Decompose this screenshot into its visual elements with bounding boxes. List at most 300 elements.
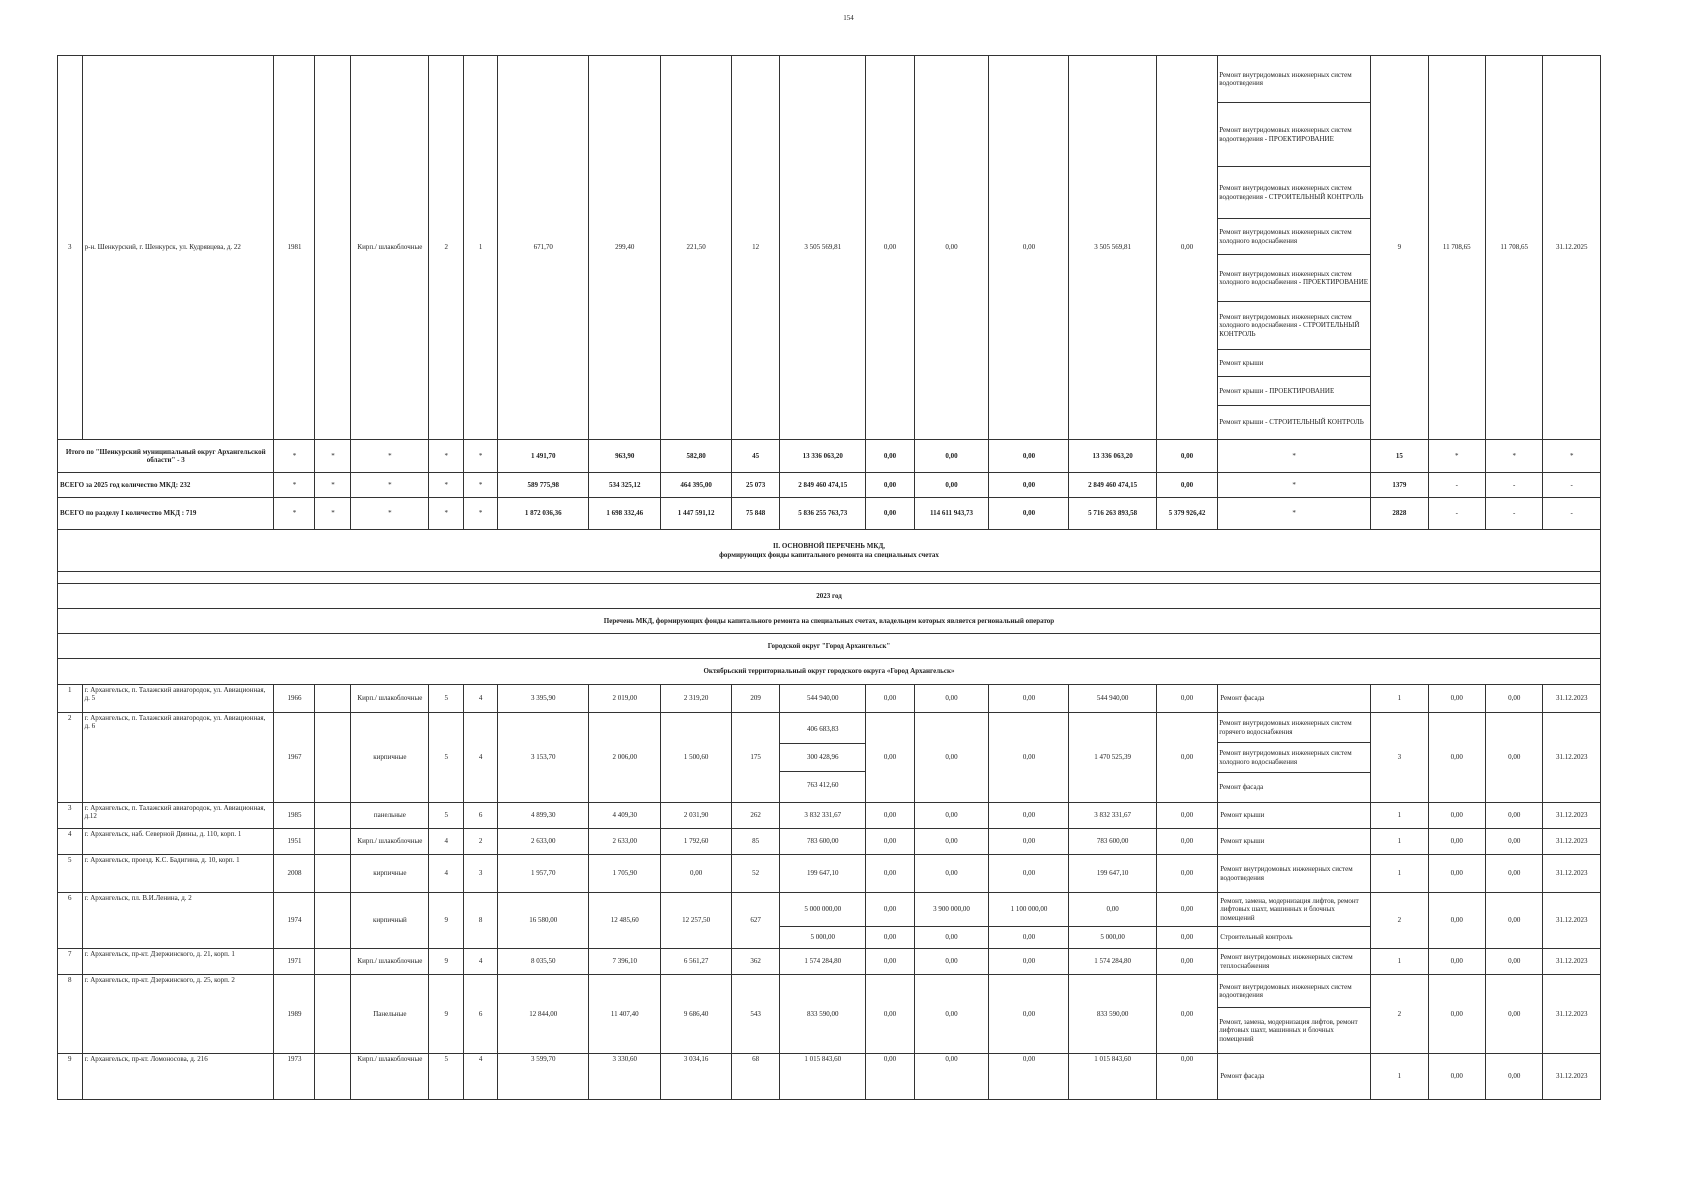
area-total-cell: 12 844,00 [498, 975, 589, 1054]
cost-part: 763 412,60 [780, 771, 865, 799]
section-title-cell [58, 530, 1601, 572]
residents-cell: 68 [731, 1054, 779, 1100]
own-funds-cell: 833 590,00 [1069, 975, 1156, 1054]
fund2-cell: 0,00 [914, 713, 989, 803]
residents-cell: 52 [731, 855, 779, 893]
area-res-cell: 4 409,30 [589, 803, 661, 829]
work-item: Ремонт внутридомовых инженерных систем теплоснабжения [1218, 949, 1371, 975]
cost-part: 406 683,83 [807, 725, 839, 734]
total-row [58, 440, 1601, 473]
area-own-cell: 1 447 591,12 [661, 498, 732, 530]
address-cell: г. Архангельск, проезд. К.С. Бадигина, д. 10, корп. 1 [82, 855, 274, 893]
district-row [58, 659, 1601, 685]
other-cell: 0,00 [1156, 473, 1218, 498]
entrances-cell: 4 [464, 949, 498, 975]
floors-cell: 4 [429, 855, 464, 893]
residents-cell: 175 [731, 713, 779, 803]
area-res-cell: 11 407,40 [589, 975, 661, 1054]
works-count-cell: 15 [1371, 440, 1428, 473]
address-cell: г. Архангельск, п. Талажский авиагородок, ул. Авиационная, д. 5 [82, 685, 274, 713]
dot-cell: * [351, 473, 429, 498]
total-row [58, 498, 1601, 530]
cost-cell: 5 836 255 763,73 [780, 498, 866, 530]
entrances-cell: 4 [464, 1054, 498, 1100]
deadline-cell: 31.12.2023 [1543, 975, 1601, 1054]
work-item: Ремонт крыши - ПРОЕКТИРОВАНИЕ [1218, 376, 1370, 405]
row-number: 1 [58, 685, 83, 713]
row-number: 6 [58, 893, 83, 949]
cost-cell: 5 000 000,00 [780, 893, 866, 927]
row-number: 2 [58, 713, 83, 803]
area-total-cell: 1 872 036,36 [498, 498, 589, 530]
cost-part: 300 428,96 [780, 743, 865, 771]
other-cell: 0,00 [1156, 829, 1218, 855]
residents-cell: 75 848 [731, 498, 779, 530]
work-item: Ремонт внутридомовых инженерных систем водоотведения - СТРОИТЕЛЬНЫЙ КОНТРОЛЬ [1218, 166, 1370, 218]
area-total-cell: 4 899,30 [498, 803, 589, 829]
area-own-cell: 0,00 [661, 855, 732, 893]
material-cell: Кирп./ шлакоблочные [351, 1054, 429, 1100]
table-row [58, 975, 1601, 1054]
floors-cell: 4 [429, 829, 464, 855]
work-item: Ремонт внутридомовых инженерных систем водоотведения [1219, 982, 1352, 999]
year-cell: 1985 [274, 803, 315, 829]
dot-cell: * [274, 440, 315, 473]
area-own-cell: 3 034,16 [661, 1054, 732, 1100]
dot-cell: * [351, 498, 429, 530]
area-total-cell: 1 491,70 [498, 440, 589, 473]
residents-cell: 543 [731, 975, 779, 1054]
table-row [58, 893, 1601, 927]
area-total-cell: 16 580,00 [498, 893, 589, 949]
table-row [58, 803, 1601, 829]
fund1-cell: 0,00 [866, 440, 914, 473]
unit-cost-cell: 0,00 [1428, 803, 1485, 829]
cost-cell: 3 505 569,81 [780, 56, 866, 440]
address-cell: г. Архангельск, пр-кт. Дзержинского, д. 21, корп. 1 [82, 949, 274, 975]
other-cell: 0,00 [1156, 713, 1218, 803]
max-cost-cell: 0,00 [1485, 685, 1542, 713]
dash-cell: - [1428, 473, 1485, 498]
work-item: Ремонт фасада [1218, 772, 1370, 802]
fund1-cell: 0,00 [866, 975, 914, 1054]
unit-cost-cell: 0,00 [1428, 685, 1485, 713]
own-funds-cell: 5 000,00 [1069, 927, 1156, 949]
floors-cell: 5 [429, 685, 464, 713]
residents-cell: 627 [731, 893, 779, 949]
area-own-cell: 464 395,00 [661, 473, 732, 498]
cost-cell: 199 647,10 [780, 855, 866, 893]
area-total-cell: 589 775,98 [498, 473, 589, 498]
year-cell: 1967 [274, 713, 315, 803]
work-item: Ремонт внутридомовых инженерных систем холодного водоснабжения [1218, 742, 1370, 772]
table-row [58, 829, 1601, 855]
area-own-cell: 221,50 [661, 56, 732, 440]
entrances-cell: 4 [464, 713, 498, 803]
own-funds-cell: 544 940,00 [1069, 685, 1156, 713]
dash-cell: - [1543, 498, 1601, 530]
fund3-cell: 0,00 [989, 975, 1069, 1054]
work-item: Ремонт внутридомовых инженерных систем водоотведения [1218, 855, 1371, 893]
work-item: Ремонт крыши [1218, 803, 1371, 829]
dash-cell: - [1485, 473, 1542, 498]
area-total-cell: 1 957,70 [498, 855, 589, 893]
area-res-cell: 1 705,90 [589, 855, 661, 893]
area-res-cell: 2 633,00 [589, 829, 661, 855]
unit-cost-cell: 0,00 [1428, 713, 1485, 803]
material-cell: Кирп./ шлакоблочные [351, 685, 429, 713]
work-item: Ремонт крыши [1218, 829, 1371, 855]
unit-cost-cell: 0,00 [1428, 855, 1485, 893]
other-cell: 0,00 [1156, 893, 1218, 927]
address-cell: г. Архангельск, п. Талажский авиагородок, ул. Авиационная, д.12 [82, 803, 274, 829]
empty-cell [315, 829, 351, 855]
dash-cell: - [1428, 498, 1485, 530]
table-row [58, 949, 1601, 975]
address-cell: г. Архангельск, п. Талажский авиагородок, ул. Авиационная, д. 6 [82, 713, 274, 803]
other-cell: 0,00 [1156, 803, 1218, 829]
area-own-cell: 582,80 [661, 440, 732, 473]
area-res-cell: 2 006,00 [589, 713, 661, 803]
dot-cell: * [429, 498, 464, 530]
cost-cell: 783 600,00 [780, 829, 866, 855]
page-number: 154 [843, 14, 854, 22]
fund3-cell: 0,00 [989, 498, 1069, 530]
fund3-cell: 0,00 [989, 949, 1069, 975]
row-number: 3 [58, 803, 83, 829]
area-total-cell: 3 395,90 [498, 685, 589, 713]
floors-cell: 9 [429, 893, 464, 949]
dash-cell: - [1485, 498, 1542, 530]
work-item: Строительный контроль [1218, 927, 1371, 949]
spacer-row [58, 572, 1601, 584]
work-item: Ремонт фасада [1218, 685, 1371, 713]
unit-cost-cell: 0,00 [1428, 1054, 1485, 1100]
work-item: Ремонт, замена, модернизация лифтов, ремонт лифтовых шахт, машинных и блочных помещений [1218, 1007, 1370, 1053]
table-row [58, 713, 1601, 803]
section-title: II. ОСНОВНОЙ ПЕРЕЧЕНЬ МКД, [772, 542, 886, 551]
area-res-cell: 2 019,00 [589, 685, 661, 713]
fund1-cell: 0,00 [866, 1054, 914, 1100]
fund3-cell: 0,00 [989, 440, 1069, 473]
fund2-cell: 0,00 [914, 803, 989, 829]
fund3-cell: 0,00 [989, 829, 1069, 855]
works-count-cell: 3 [1371, 713, 1428, 803]
works-cell [1218, 56, 1371, 440]
fund2-cell: 0,00 [914, 473, 989, 498]
floors-cell: 5 [429, 1054, 464, 1100]
works-count-cell: 1 [1371, 855, 1428, 893]
work-item: Ремонт, замена, модернизация лифтов, ремонт лифтовых шахт, машинных и блочных помещений [1218, 893, 1371, 927]
entrances-cell: 6 [464, 803, 498, 829]
dot-cell: * [315, 473, 351, 498]
area-own-cell: 9 686,40 [661, 975, 732, 1054]
year-cell: 1981 [274, 56, 315, 440]
section-subtitle: формирующих фонды капитального ремонта на специальных счетах [719, 550, 939, 559]
area-own-cell: 2 319,20 [661, 685, 732, 713]
max-cost-cell: 0,00 [1485, 1054, 1542, 1100]
fund1-cell: 0,00 [866, 685, 914, 713]
fund1-cell: 0,00 [866, 927, 914, 949]
own-funds-cell: 0,00 [1069, 893, 1156, 927]
empty-cell [315, 855, 351, 893]
work-item: Ремонт внутридомовых инженерных систем горячего водоснабжения [1219, 719, 1352, 736]
works-count-cell: 2 [1371, 893, 1428, 949]
own-funds-cell: 2 849 460 474,15 [1069, 473, 1156, 498]
deadline-cell: 31.12.2023 [1543, 1054, 1601, 1100]
entrances-cell: 3 [464, 855, 498, 893]
empty-cell [315, 1054, 351, 1100]
list-title-row [58, 609, 1601, 634]
entrances-cell: 1 [464, 56, 498, 440]
unit-cost-cell: 11 708,65 [1428, 56, 1485, 440]
year-cell: 1951 [274, 829, 315, 855]
max-cost-cell: 0,00 [1485, 713, 1542, 803]
dot-cell: * [1218, 440, 1371, 473]
residents-cell: 12 [731, 56, 779, 440]
own-funds-cell: 3 505 569,81 [1069, 56, 1156, 440]
deadline-cell: 31.12.2023 [1543, 893, 1601, 949]
material-cell: Кирп./ шлакоблочные [351, 56, 429, 440]
deadline-cell: 31.12.2023 [1543, 829, 1601, 855]
fund1-cell: 0,00 [866, 498, 914, 530]
own-funds-cell: 1 015 843,60 [1069, 1054, 1156, 1100]
floors-cell: 5 [429, 713, 464, 803]
max-cost-cell: 11 708,65 [1485, 56, 1542, 440]
cost-cell: 5 000,00 [780, 927, 866, 949]
works-count-cell: 1 [1371, 1054, 1428, 1100]
table-row [58, 855, 1601, 893]
empty-cell [315, 975, 351, 1054]
fund3-cell: 0,00 [989, 927, 1069, 949]
works-count-cell: 1 [1371, 803, 1428, 829]
year-cell: 2008 [274, 855, 315, 893]
residents-cell: 262 [731, 803, 779, 829]
works-count-cell: 2 [1371, 975, 1428, 1054]
fund3-cell: 0,00 [989, 473, 1069, 498]
fund1-cell: 0,00 [866, 893, 914, 927]
empty-cell [315, 56, 351, 440]
dot-cell: * [315, 440, 351, 473]
total-row [58, 473, 1601, 498]
work-item: Ремонт внутридомовых инженерных систем холодного водоснабжения [1218, 218, 1370, 254]
work-item: Ремонт внутридомовых инженерных систем холодного водоснабжения - СТРОИТЕЛЬНЫЙ КОНТРОЛЬ [1218, 301, 1370, 349]
unit-cost-cell: 0,00 [1428, 975, 1485, 1054]
material-cell: кирпичные [351, 855, 429, 893]
residents-cell: 209 [731, 685, 779, 713]
area-total-cell: 8 035,50 [498, 949, 589, 975]
area-total-cell: 671,70 [498, 56, 589, 440]
other-cell: 0,00 [1156, 685, 1218, 713]
area-res-cell: 3 330,60 [589, 1054, 661, 1100]
other-cell: 0,00 [1156, 927, 1218, 949]
cost-cell: 13 336 063,20 [780, 440, 866, 473]
year-cell: 1971 [274, 949, 315, 975]
row-number: 5 [58, 855, 83, 893]
fund2-cell: 0,00 [914, 1054, 989, 1100]
own-funds-cell: 3 832 331,67 [1069, 803, 1156, 829]
section-header [58, 530, 1601, 572]
fund3-cell: 0,00 [989, 1054, 1069, 1100]
entrances-cell: 2 [464, 829, 498, 855]
address-cell: г. Архангельск, пр-кт. Ломоносова, д. 216 [82, 1054, 274, 1100]
area-res-cell: 963,90 [589, 440, 661, 473]
deadline-cell: 31.12.2025 [1543, 56, 1601, 440]
dot-cell: * [274, 498, 315, 530]
cost-cell [780, 713, 866, 803]
table-row [58, 685, 1601, 713]
address-cell: г. Архангельск, наб. Северной Двины, д. 110, корп. 1 [82, 829, 274, 855]
area-total-cell: 3 153,70 [498, 713, 589, 803]
unit-cost-cell: 0,00 [1428, 893, 1485, 949]
other-cell: 0,00 [1156, 56, 1218, 440]
floors-cell: 9 [429, 975, 464, 1054]
max-cost-cell: 0,00 [1485, 975, 1542, 1054]
fund1-cell: 0,00 [866, 829, 914, 855]
area-res-cell: 12 485,60 [589, 893, 661, 949]
material-cell: Кирп./ шлакоблочные [351, 949, 429, 975]
work-item: Ремонт внутридомовых инженерных систем водоотведения [1219, 70, 1352, 87]
work-item: Ремонт фасада [1218, 1054, 1371, 1100]
cost-cell: 1 574 284,80 [780, 949, 866, 975]
fund2-cell: 0,00 [914, 829, 989, 855]
empty-cell [315, 893, 351, 949]
address-cell: г. Архангельск, пл. В.И.Ленина, д. 2 [82, 893, 274, 949]
year-cell: 1974 [274, 893, 315, 949]
year-cell: 1989 [274, 975, 315, 1054]
other-cell: 0,00 [1156, 975, 1218, 1054]
deadline-cell: 31.12.2023 [1543, 713, 1601, 803]
own-funds-cell: 783 600,00 [1069, 829, 1156, 855]
cost-cell: 2 849 460 474,15 [780, 473, 866, 498]
floors-cell: 2 [429, 56, 464, 440]
works-count-cell: 2828 [1371, 498, 1428, 530]
own-funds-cell: 13 336 063,20 [1069, 440, 1156, 473]
dot-cell: * [464, 473, 498, 498]
dash-cell: - [1543, 473, 1601, 498]
works-cell [1218, 975, 1371, 1054]
residents-cell: 25 073 [731, 473, 779, 498]
works-count-cell: 1 [1371, 949, 1428, 975]
total-label: ВСЕГО по разделу I количество МКД : 719 [58, 498, 274, 530]
row-number: 7 [58, 949, 83, 975]
area-res-cell: 7 396,10 [589, 949, 661, 975]
area-own-cell: 1 500,60 [661, 713, 732, 803]
fund3-cell: 0,00 [989, 855, 1069, 893]
area-res-cell: 1 698 332,46 [589, 498, 661, 530]
work-item: Ремонт крыши [1218, 349, 1370, 376]
dot-cell: * [1218, 473, 1371, 498]
area-own-cell: 2 031,90 [661, 803, 732, 829]
other-cell: 0,00 [1156, 949, 1218, 975]
max-cost-cell: 0,00 [1485, 829, 1542, 855]
year-header: 2023 год [58, 584, 1601, 609]
fund1-cell: 0,00 [866, 855, 914, 893]
material-cell: Кирп./ шлакоблочные [351, 829, 429, 855]
work-item: Ремонт внутридомовых инженерных систем водоотведения - ПРОЕКТИРОВАНИЕ [1218, 102, 1370, 166]
fund1-cell: 0,00 [866, 473, 914, 498]
works-count-cell: 1379 [1371, 473, 1428, 498]
material-cell: кирпичный [351, 893, 429, 949]
work-item: Ремонт крыши - СТРОИТЕЛЬНЫЙ КОНТРОЛЬ [1218, 405, 1370, 439]
area-res-cell: 299,40 [589, 56, 661, 440]
fund3-cell: 0,00 [989, 56, 1069, 440]
total-label: Итого по "Шенкурский муниципальный округ Архангельской области" - 3 [58, 440, 274, 473]
empty-cell [315, 949, 351, 975]
fund2-cell: 3 900 000,00 [914, 893, 989, 927]
other-cell: 5 379 926,42 [1156, 498, 1218, 530]
dot-cell: * [429, 440, 464, 473]
area-total-cell: 2 633,00 [498, 829, 589, 855]
fund2-cell: 0,00 [914, 855, 989, 893]
dot-cell: * [1218, 498, 1371, 530]
year-cell: 1966 [274, 685, 315, 713]
total-label: ВСЕГО за 2025 год количество МКД: 232 [58, 473, 274, 498]
row-number: 4 [58, 829, 83, 855]
residents-cell: 362 [731, 949, 779, 975]
fund1-cell: 0,00 [866, 803, 914, 829]
own-funds-cell: 1 574 284,80 [1069, 949, 1156, 975]
other-cell: 0,00 [1156, 440, 1218, 473]
area-res-cell: 534 325,12 [589, 473, 661, 498]
work-item: Ремонт внутридомовых инженерных систем холодного водоснабжения - ПРОЕКТИРОВАНИЕ [1218, 254, 1370, 301]
fund2-cell: 0,00 [914, 56, 989, 440]
deadline-cell: 31.12.2023 [1543, 685, 1601, 713]
area-own-cell: 6 561,27 [661, 949, 732, 975]
deadline-cell: 31.12.2023 [1543, 949, 1601, 975]
cost-cell: 544 940,00 [780, 685, 866, 713]
entrances-cell: 4 [464, 685, 498, 713]
fund3-cell: 0,00 [989, 713, 1069, 803]
dot-cell: * [351, 440, 429, 473]
unit-cost-cell: 0,00 [1428, 949, 1485, 975]
fund2-cell: 114 611 943,73 [914, 498, 989, 530]
entrances-cell: 6 [464, 975, 498, 1054]
district-header: Октябрьский территориальный округ городского округа «Город Архангельск» [58, 659, 1601, 685]
max-cost-cell: 0,00 [1485, 855, 1542, 893]
deadline-cell: 31.12.2023 [1543, 803, 1601, 829]
fund3-cell: 0,00 [989, 685, 1069, 713]
fund2-cell: 0,00 [914, 440, 989, 473]
area-own-cell: 1 792,60 [661, 829, 732, 855]
register-table [57, 55, 1601, 1100]
material-cell: панельные [351, 803, 429, 829]
fund3-cell: 0,00 [989, 803, 1069, 829]
fund3-cell: 1 100 000,00 [989, 893, 1069, 927]
empty-cell [315, 713, 351, 803]
cost-cell: 833 590,00 [780, 975, 866, 1054]
empty-cell [315, 803, 351, 829]
address-cell: г. Архангельск, пр-кт. Дзержинского, д. 25, корп. 2 [82, 975, 274, 1054]
row-number: 3 [58, 56, 83, 440]
fund2-cell: 0,00 [914, 685, 989, 713]
dot-cell: * [274, 473, 315, 498]
dot-cell: * [315, 498, 351, 530]
area-own-cell: 12 257,50 [661, 893, 732, 949]
spacer-cell [58, 572, 1601, 584]
works-count-cell: 1 [1371, 829, 1428, 855]
residents-cell: 45 [731, 440, 779, 473]
dot-cell: * [1543, 440, 1601, 473]
cost-cell: 3 832 331,67 [780, 803, 866, 829]
fund2-cell: 0,00 [914, 949, 989, 975]
max-cost-cell: 0,00 [1485, 949, 1542, 975]
unit-cost-cell: 0,00 [1428, 829, 1485, 855]
works-cell [1218, 713, 1371, 803]
cost-cell: 1 015 843,60 [780, 1054, 866, 1100]
year-cell: 1973 [274, 1054, 315, 1100]
own-funds-cell: 199 647,10 [1069, 855, 1156, 893]
